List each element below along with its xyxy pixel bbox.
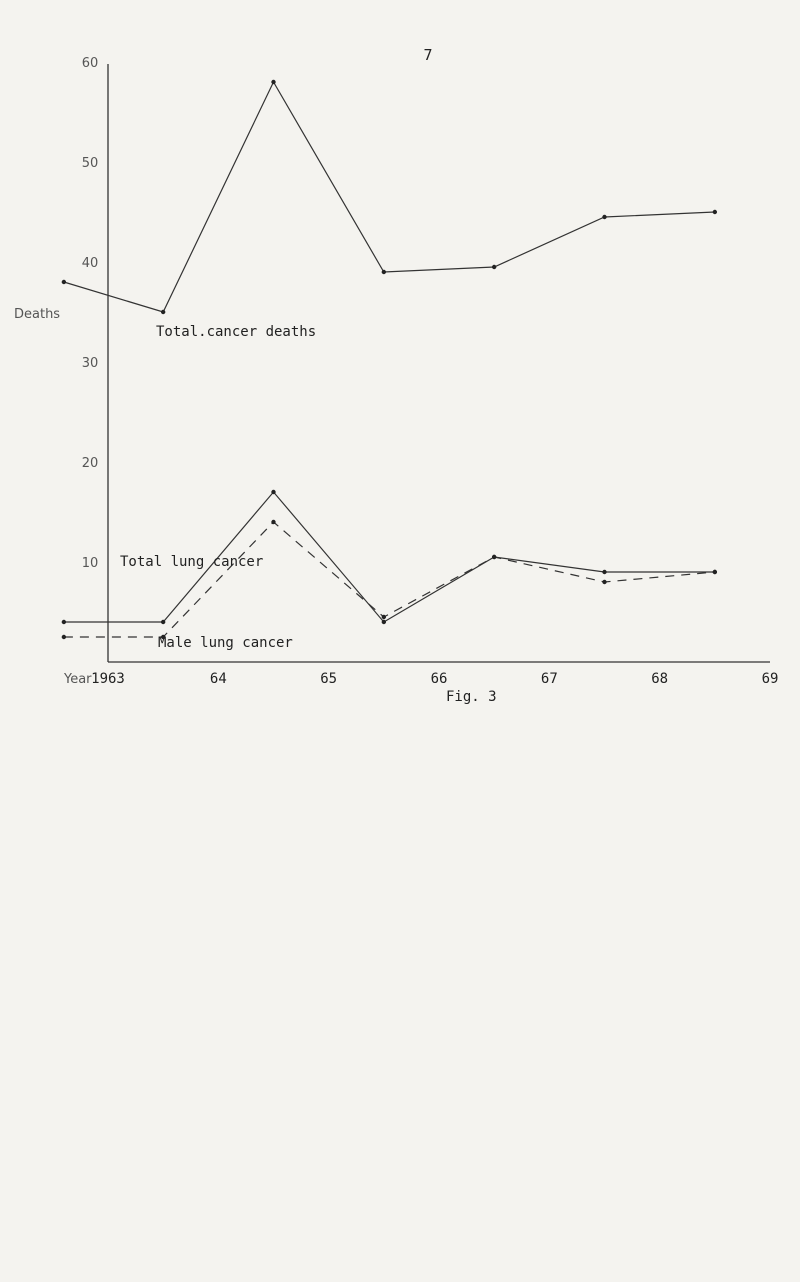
series-line-2 bbox=[64, 522, 715, 637]
data-point bbox=[62, 635, 66, 639]
data-point bbox=[271, 80, 275, 84]
x-tick-label: 65 bbox=[320, 671, 338, 687]
data-point bbox=[602, 570, 606, 574]
y-tick-label: 50 bbox=[81, 156, 99, 171]
data-point bbox=[382, 620, 386, 624]
data-point bbox=[492, 555, 496, 559]
y-tick-label: 40 bbox=[81, 256, 99, 271]
data-point bbox=[713, 210, 717, 214]
data-point bbox=[713, 570, 717, 574]
x-tick-label: 64 bbox=[209, 671, 227, 687]
data-point bbox=[161, 620, 165, 624]
series-label-male-lung: Male lung cancer bbox=[158, 635, 293, 651]
data-point bbox=[161, 310, 165, 314]
y-tick-label: 20 bbox=[81, 456, 99, 471]
data-point bbox=[271, 490, 275, 494]
data-point bbox=[62, 280, 66, 284]
x-tick-label: 67 bbox=[540, 671, 558, 687]
x-axis-label: Year bbox=[64, 672, 92, 687]
data-point bbox=[602, 215, 606, 219]
x-tick-label: 69 bbox=[761, 671, 779, 687]
data-point bbox=[382, 270, 386, 274]
y-tick-label: 60 bbox=[81, 56, 99, 71]
series-line-0 bbox=[64, 82, 715, 312]
series-label-total-lung: Total lung cancer bbox=[120, 554, 264, 570]
y-tick-label: 10 bbox=[81, 556, 99, 571]
y-axis-label: Deaths bbox=[14, 307, 61, 322]
page-number: 7 bbox=[423, 46, 433, 64]
data-point bbox=[492, 265, 496, 269]
x-tick-label: 66 bbox=[430, 671, 448, 687]
x-tick-label: 1963 bbox=[91, 671, 125, 687]
figure-caption: Fig. 3 bbox=[446, 689, 497, 705]
series-label-total-cancer: Total.cancer deaths bbox=[156, 324, 317, 340]
x-tick-label: 68 bbox=[651, 671, 669, 687]
x-tick-labels bbox=[91, 671, 778, 687]
y-tick-label: 30 bbox=[81, 356, 99, 371]
data-point bbox=[382, 615, 386, 619]
y-tick-labels bbox=[82, 56, 99, 571]
data-point bbox=[602, 580, 606, 584]
data-point bbox=[62, 620, 66, 624]
data-point bbox=[271, 520, 275, 524]
